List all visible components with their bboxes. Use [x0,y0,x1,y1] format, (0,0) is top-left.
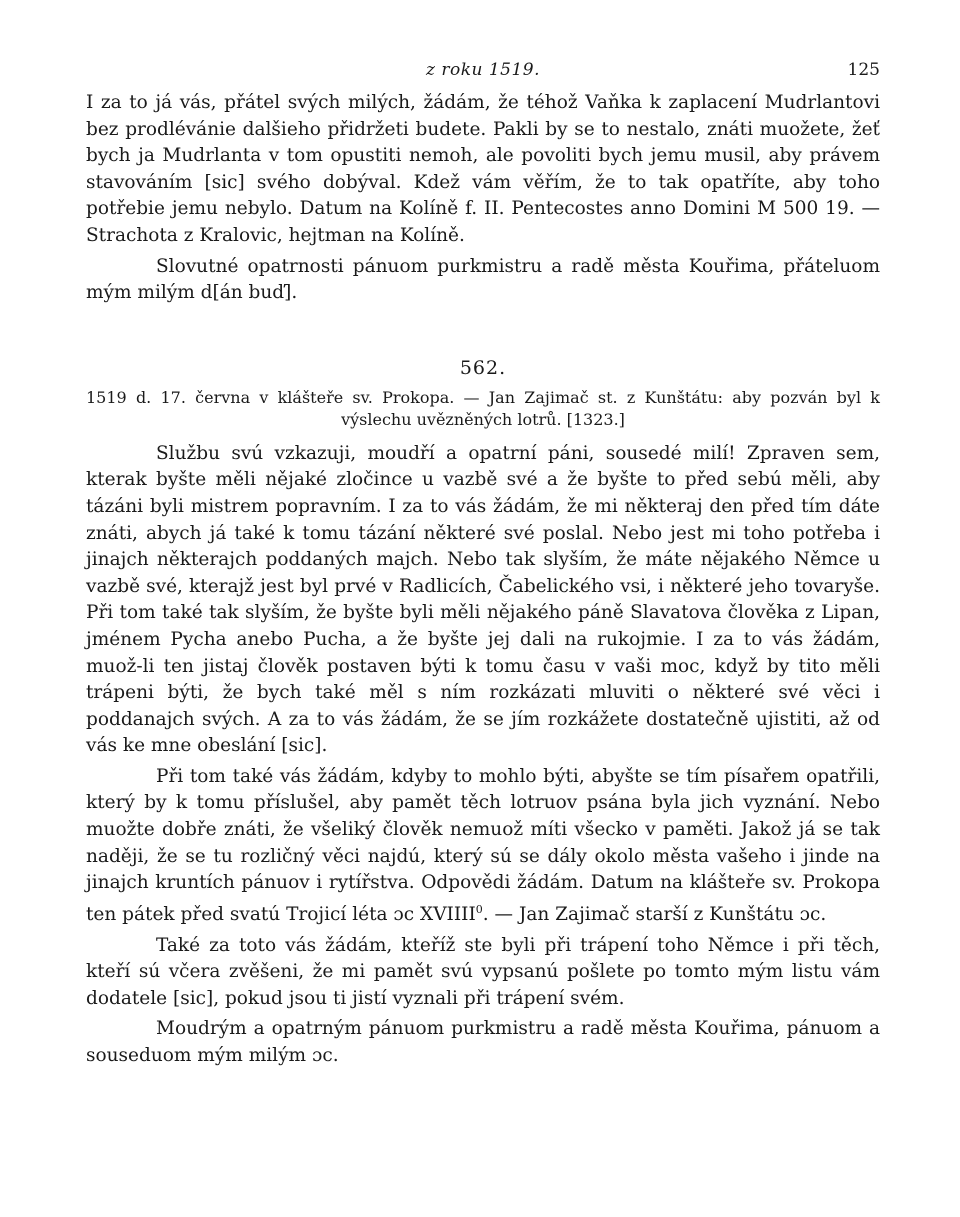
page-number: 125 [847,60,880,80]
running-head [86,60,880,90]
document-number: 562. [459,356,507,379]
letter-address: Moudrým a opatrným pánuom purkmistru a radě města Kouřima, pánuom a souseduom mým milým ɔc. [86,1018,880,1066]
letter-paragraph-2 [86,764,880,929]
continuation-address: Slovutné opatrnosti pánuom purkmistru a radě města Kouřima, přáteluom mým milým d[án buď]. [86,255,880,304]
running-title: z roku 1519. [425,60,541,80]
page [86,60,880,1074]
letter-paragraph-3: Také za toto vás žádám, kteříž ste byli při trápení toho Němce i při těch, kteří sú včera zvěšeni, že mi pamět svú vypsanú pošlete po tomto mým listu vám dodatele [sic], pokud jsou ti jistí vyznali při trápení svém. [86,934,880,1009]
previous-document-continuation [86,90,880,307]
letter-body [86,441,880,1070]
superscript-zero: 0 [475,902,483,916]
letter-paragraph-1: Službu svú vzkazuji, moudří a opatrní páni, sousedé milí! Zpraven sem, kterak byšte měli nějaké zločince u vazbě své a že byšte to před sebú měli, aby tázáni byli mistrem popravním. I za to vás žádám, že mi některaj den před tím dáte znáti, abych já také k tomu tázání některé své poslal. Nebo jest mi toho potřeba i jinajch některajch poddaných majch. Nebo tak slyším, že máte nějakého Němce u vazbě své, kterajž jest byl prvé v Radlicích, Čabelického vsi, i některé jeho tovaryše. Při tom také tak slyším, že byšte byli měli nějakého páně Slavatova člověka z Lipan, jménem Pycha anebo Pucha, a že byšte jej dali na rukojmie. I za to vás žádám, muož-li ten jistaj člověk postaven býti k tomu času v vaši moc, když by tito měli trápeni býti, že bych také měl s ním rozkázati mluviti o některé své věci i poddanajch svých. A za to vás žádám, že se jím rozkážete dostatečně ujistiti, až od vás ke mne obeslání [sic]. [86,442,880,757]
continuation-paragraph-1: I za to já vás, přátel svých milých, žádám, že téhož Vaňka k zaplacení Mudrlantovi bez prodlévánie dalšieho přidržeti budete. Pakli by se to nestalo, znáti muožete, žeť bych ja Mudrlanta v tom opustiti nemoh, ale povoliti bych jemu musil, aby právem stavováním [sic] svého dobýval. Kdež vám věřím, že to tak opatříte, aby toho potřebie jemu nebylo. Datum na Kolíně f. II. Pentecostes anno Domini M 500 19. — Strachota z Kralovic, hejtman na Kolíně. [86,92,880,246]
letter-paragraph-2-main: Při tom také vás žádám, kdyby to mohlo býti, abyšte se tím písařem opatřili, který by k tomu příslušel, aby pamět těch lotruov psána byla jich vyznání. Nebo muožte dobře znáti, že všeliký člověk nemuož míti všecko v paměti. Jakož já se tak naději, že se tu rozličný věci najdú, který sú se dály okolo města vašeho i jinde na jinajch kruntích pánuov i rytířstva. Odpovědi žádám. Datum na klášteře sv. Prokopa ten pátek před svatú Trojicí léta ɔc XVIIII [86,765,880,925]
document-regest: 1519 d. 17. června v klášteře sv. Prokopa. — Jan Zajimač st. z Kunštátu: aby pozván byl k výslechu uvězněných lotrů. [1323.] [86,387,880,429]
letter-paragraph-2-end: . — Jan Zajimač starší z Kunštátu ɔc. [482,904,827,925]
